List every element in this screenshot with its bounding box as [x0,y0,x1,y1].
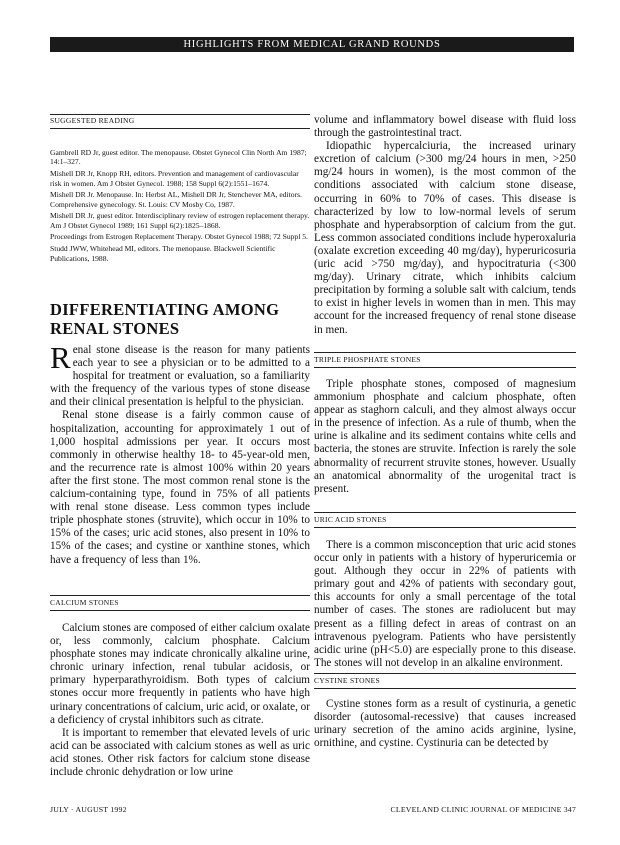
triple-phosphate-text [314,378,576,496]
calcium-paragraph-1: Calcium stones are composed of either calcium oxalate or, less commonly, calcium phosphate. Calcium phosphate stones may indicate chronically alkaline urine, chronic urinary infection, renal tubular acidosis, or primary hyperparathyroidism. Both types of calcium stones occur more frequently in patients who have high urinary concentrations of calcium, uric acid, or oxalate, or a deficiency of crystal inhibitors such as citrate. [50,622,311,726]
right-column-text [314,114,576,337]
intro-paragraph: Renal stone disease is the reason for many patients each year to see a physician or to be admitted to a hospital for treatment or evaluation, so a familiarity with the frequency of the various types of stone disease and their clinical presentation is helpful to the physician. [50,340,310,409]
divider [50,595,310,596]
divider [50,610,310,611]
reference-item: Studd JWW, Whitehead MI, editors. The menopause. Blackwell Scientific Publications, 1988. [50,244,276,263]
cystine-paragraph: Cystine stones form as a result of cystinuria, a genetic disorder (autosomal-recessive) that causes increased urinary secretion of the amino acids arginine, lysine, ornithine, and cystine. Cystinuria can be detected by [314,698,576,750]
calcium-paragraph-2: It is important to remember that elevated levels of uric acid can be associated with calcium stones as well as uric acid stones. Other risk factors for calcium stone disease include chronic dehydration or low urine [50,726,310,779]
divider [314,527,576,528]
divider [314,673,576,674]
divider [314,367,576,368]
calcium-text [50,622,310,779]
triple-phosphate-paragraph: Triple phosphate stones, composed of magnesium ammonium phosphate and calcium phosphate, often appear as staghorn calculi, and they almost always occur in the presence of infection. As a rule of thumb, when the urine is alkaline and its sediment contains white cells and bacteria, the stones are struvite. Infection is rarely the sole abnormality of recurrent struvite stones, however. Usually an anatomical abnormality of the urogenital tract is present. [314,378,576,495]
suggested-reading-heading: SUGGESTED READING [50,116,135,125]
reference-item: Proceedings from Estrogen Replacement Therapy. Obstet Gynecol 1988; 72 Suppl 5. [50,232,308,242]
divider [314,352,576,353]
footer-date: JULY · AUGUST 1992 [50,805,127,814]
drop-cap: R [50,340,71,375]
footer-journal: CLEVELAND CLINIC JOURNAL OF MEDICINE 347 [390,805,576,814]
uric-acid-paragraph: There is a common misconception that uric acid stones occur only in patients with a history of hyperuricemia or gout. Although they occur in 22% of patients with primary gout and 42% of patients with secondary gout, this accounts for only a small percentage of the total number of cases. The stones are radiolucent but may present as a filling defect in areas of contrast on an intravenous pyelogram. Patients who have persistently acidic urine (pH<5.0) are especially prone to this disease. The stones will not develop in an alkaline environment. [314,539,576,669]
continued-paragraph: volume and inflammatory bowel disease with fluid loss through the gastrointestinal tract. [314,114,576,140]
reference-item: Gambrell RD Jr, guest editor. The menopause. Obstet Gynecol Clin North Am 1987; 14:1–327. [50,148,307,167]
divider [50,128,310,129]
calcium-stones-heading: CALCIUM STONES [50,598,119,607]
reference-list [50,148,310,265]
section-banner: HIGHLIGHTS FROM MEDICAL GRAND ROUNDS [50,37,574,52]
uric-acid-heading: URIC ACID STONES [314,515,387,524]
reference-item: Mishell DR Jr, guest editor. Interdisciplinary review of estrogen replacement therapy. Am J Obstet Gynecol 1989; 161 Suppl 6(2):1825–1868. [50,211,310,230]
triple-phosphate-heading: TRIPLE PHOSPHATE STONES [314,355,421,364]
cystine-text [314,698,576,750]
intro-text [50,340,310,567]
divider [314,688,576,689]
cystine-heading: CYSTINE STONES [314,676,380,685]
intro-paragraph-2: Renal stone disease is a fairly common cause of hospitalization, accounting for approximately 1 out of 1,000 hospital admissions per year. It occurs most commonly in otherwise healthy 18- to 45-year-old men, and the recurrence rate is almost 100% within 20 years after the first stone. The most common renal stone is the calcium-containing type, found in 75% of all patients with renal stone disease. Less common types include triple phosphate stones (struvite), which occur in 10% to 15% of the cases; uric acid stones, also present in 10% to 15% of the cases; and cystine or xanthine stones, which have a frequency of less than 1%. [50,409,310,566]
reference-item: Mishell DR Jr, Knopp RH, editors. Prevention and management of cardiovascular risk in women. Am J Obstet Gynecol. 1988; 158 Suppl 6(2):1551–1674. [50,169,299,188]
article-title: DIFFERENTIATING AMONG RENAL STONES [50,300,280,338]
divider [50,114,310,115]
reference-item: Mishell DR Jr. Menopause. In: Herbst AL, Mishell DR Jr, Stenchever MA, editors. Comprehensive gynecology. St. Louis: CV Mosby Co, 1987. [50,190,302,209]
hypercalciuria-paragraph: Idiopathic hypercalciuria, the increased urinary excretion of calcium (>300 mg/24 hours in men, >250 mg/24 hours in women), is the most common of the conditions associated with calcium stone disease, occurring in 60% to 70% of cases. This disease is characterized by low to low-normal levels of serum phosphate and hyperabsorption of calcium from the gut. Less common associated conditions include hyperoxaluria (oxalate excretion exceeding 40 mg/day), hyperuricosuria (uric acid >750 mg/day), and hypocitraturia (<300 mg/day). Urinary citrate, which inhibits calcium precipitation by forming a soluble salt with calcium, tends to exist in higher levels in women than in men. This may account for the increased frequency of renal stone disease in men. [314,140,576,336]
divider [314,512,576,513]
uric-acid-text [314,539,576,670]
